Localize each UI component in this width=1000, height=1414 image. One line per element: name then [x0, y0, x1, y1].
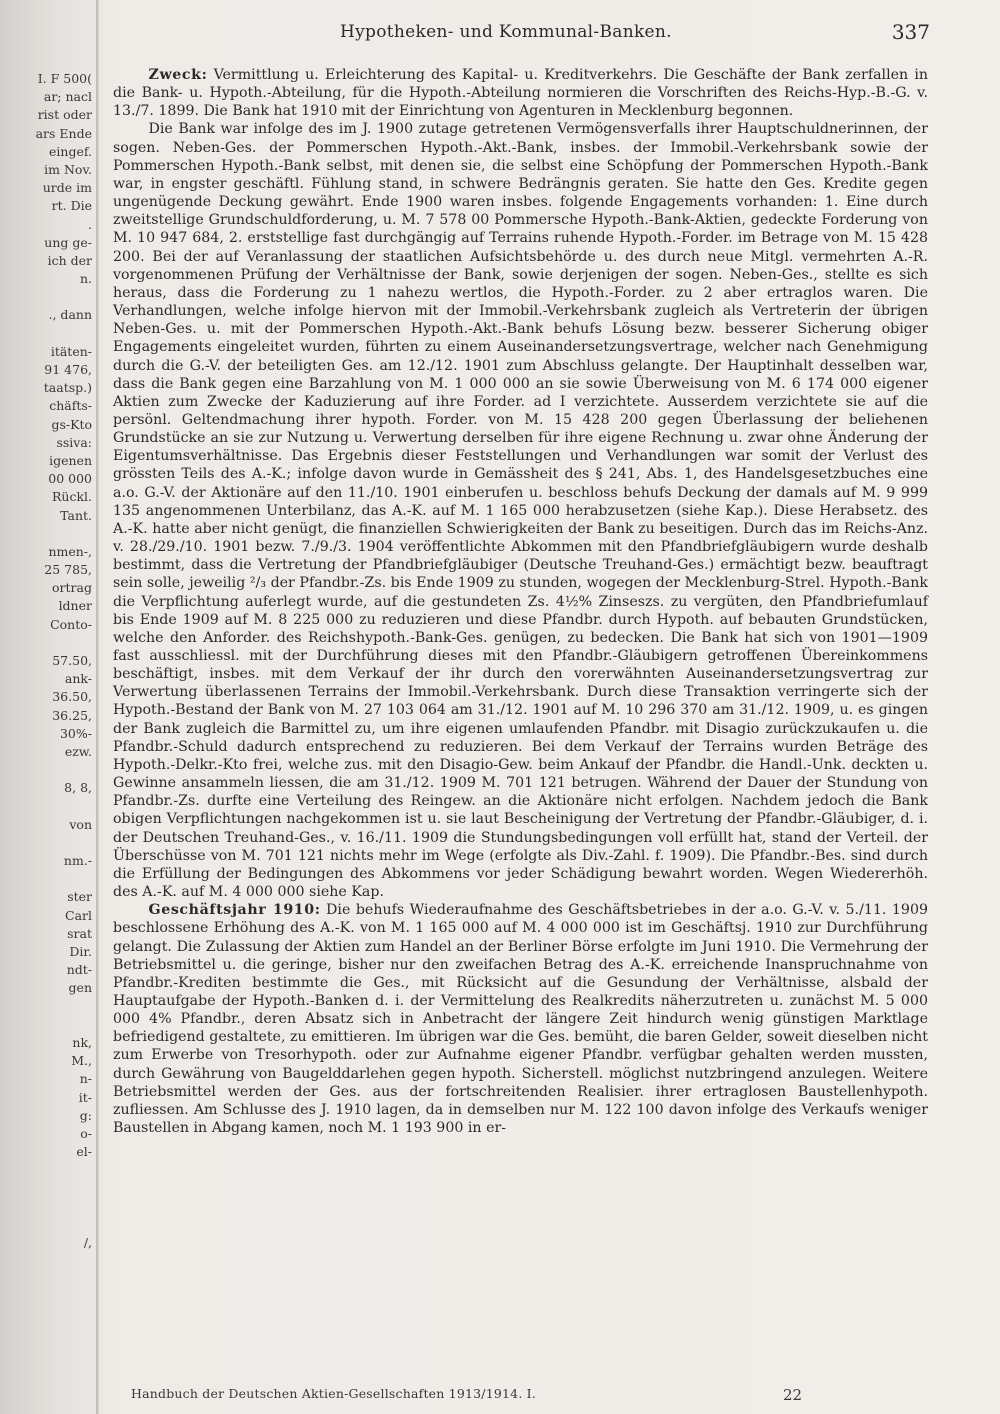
paragraph-history: [113, 120, 928, 901]
margin-fragment: ster: [67, 889, 92, 905]
adjacent-page-margin: [0, 70, 100, 1270]
margin-fragment: [0, 1216, 92, 1234]
margin-fragment: ldner: [58, 598, 92, 614]
margin-fragment: igenen: [49, 452, 92, 468]
margin-fragment: 57.50,: [52, 653, 92, 668]
paragraph-text: Die behufs Wiederaufnahme des Geschäftsbetriebes in der a.o. G.-V. v. 5./11. 1909 beschlossene Erhöhung des A.-K. von M. 1 165 000 auf M. 4 000 000 ist im Geschäftsj. 1910 zur Durchführung gelangt. Die Zulassung der Aktien zum Handel an der Berliner Börse erfolgte im Juni 1910. Die Vermehrung der Betriebsmittel u. die geringe, bisher nur den zweifachen Betrag des A.-K. erreichende Inanspruchnahme von Pfandbr.-Krediten bestimmte die Ges., mit Rücksicht auf die Gesundung der Verhältnisse, alsbald der Hauptaufgabe der Hypoth.-Banken d. i. der Vermittelung des Realkredits näherzutreten u. zunächst M. 5 000 000 4% Pfandbr., deren Absatz sich in Anbetracht der längere Zeit hindurch wenig günstigen Marktlage befriedigend gestaltete, zu emittieren. Im übrigen war die Ges. bemüht, die baren Gelder, soweit dieselben nicht zum Erwerbe von Tresorhypoth. oder zur Aufnahme eigener Pfandbr. verfügbar gehalten werden mussten, durch Gewährung von Baugelddarlehen gegen hypoth. Sicherstell. möglichst nutzbringend anzulegen. Weitere Betriebsmittel werden der Ges. aus der fortschreitenden Realisier. ihrer ertraglosen Baustellenhypoth. zufliessen. Am Schlusse des J. 1910 lagen, da in demselben nur M. 122 100 davon infolge des Verkaufs weniger Baustellen in Abgang kamen, noch M. 1 193 900 in er-: [113, 902, 928, 1137]
margin-fragment: 25 785,: [44, 562, 92, 578]
margin-fragment: eingef.: [49, 143, 92, 159]
margin-fragment: el-: [76, 1144, 92, 1160]
margin-fragment: [0, 870, 92, 888]
margin-fragment: chäfts-: [49, 398, 92, 414]
margin-fragment: ars Ende: [35, 125, 92, 141]
margin-fragment: rist oder: [37, 107, 92, 123]
margin-fragment: 91 476,: [44, 362, 92, 377]
margin-fragment: n.: [79, 271, 92, 287]
margin-fragment: taatsp.): [43, 380, 92, 396]
margin-fragment: g:: [79, 1107, 92, 1123]
paragraph-text: Vermittlung u. Erleichterung des Kapital- u. Kreditverkehrs. Die Geschäfte der Bank zerfallen in die Bank- u. Hypoth.-Abteilung, für die Hypoth.-Abteilung normieren die Vorschriften des Reichs-Hyp.-B.-G. v. 13./7. 1899. Die Bank hat 1910 mit der Einrichtung von Agenturen in Mecklenburg begonnen.: [113, 67, 928, 120]
margin-fragment: [0, 1198, 92, 1216]
margin-fragment: 00 000: [48, 471, 92, 487]
margin-fragment: ndt-: [66, 962, 92, 978]
margin-fragment: [0, 1179, 92, 1197]
margin-fragment: 30%-: [59, 725, 92, 741]
margin-fragment: n-: [79, 1071, 92, 1087]
margin-fragment: [0, 525, 92, 543]
margin-fragment: nk,: [72, 1034, 92, 1050]
margin-fragment: 8, 8,: [64, 780, 92, 796]
margin-fragment: [0, 761, 92, 779]
margin-fragment: [0, 998, 92, 1016]
margin-fragment: urde im: [42, 180, 92, 196]
page-footer: [113, 1386, 928, 1408]
margin-fragment: rt. Die: [51, 198, 92, 214]
margin-fragment: ar; nacl: [43, 89, 92, 105]
paragraph-lead: Zweck:: [148, 67, 208, 83]
margin-fragment: ank-: [64, 671, 92, 687]
margin-fragment: gen: [68, 980, 92, 996]
margin-fragment: ezw.: [64, 743, 92, 759]
margin-fragment: Carl: [65, 907, 92, 923]
margin-fragment: srat: [67, 925, 92, 941]
page-body: [113, 66, 928, 1137]
book-gutter-seam: [96, 0, 99, 1414]
paragraph-lead: Geschäftsjahr 1910:: [148, 902, 321, 919]
margin-fragment: gs-Kto: [51, 416, 92, 432]
margin-fragment: Conto-: [50, 616, 92, 632]
paragraph-geschaeftsjahr: [113, 901, 928, 1137]
page-header: [115, 20, 930, 50]
footer-signature: 22: [783, 1386, 803, 1404]
margin-fragment: Rückl.: [51, 489, 92, 505]
running-title: Hypotheken- und Kommunal-Banken.: [340, 22, 672, 42]
margin-fragment: 36.50,: [52, 689, 92, 705]
margin-fragment: it-: [78, 1089, 92, 1105]
margin-fragment: [0, 325, 92, 343]
margin-fragment: itäten-: [50, 343, 92, 359]
margin-fragment: [0, 834, 92, 852]
margin-fragment: ssiva:: [56, 434, 92, 450]
margin-fragment: von: [69, 816, 92, 832]
page-number: 337: [891, 20, 930, 44]
paragraph-zweck: [113, 66, 928, 120]
margin-fragment: Dir.: [69, 944, 92, 959]
margin-fragment: 36.25,: [52, 707, 92, 723]
margin-fragment: Tant.: [60, 507, 92, 523]
margin-fragment: [0, 798, 92, 816]
margin-fragment: nmen-,: [48, 543, 92, 559]
margin-fragment: [0, 1161, 92, 1179]
margin-fragment: ., dann: [48, 307, 92, 323]
margin-fragment: ich der: [47, 252, 92, 268]
margin-fragment: ortrag: [52, 580, 92, 596]
margin-fragment: [0, 288, 92, 306]
margin-fragment: ung ge-: [44, 234, 92, 250]
margin-fragment: o-: [80, 1125, 92, 1141]
margin-fragment: im Nov.: [44, 161, 92, 177]
margin-fragment: M.,: [71, 1053, 92, 1069]
margin-fragment: [0, 634, 92, 652]
margin-fragment: /,: [83, 1235, 92, 1250]
footer-source: Handbuch der Deutschen Aktien-Gesellschaften 1913/1914. I.: [131, 1386, 536, 1401]
margin-fragment: I. F 500(: [37, 71, 92, 86]
paragraph-text: Die Bank war infolge des im J. 1900 zutage getretenen Vermögensverfalls ihrer Hauptschuldnerinnen, der sogen. Neben-Ges. der Pommerschen Hypoth.-Akt.-Bank, insbes. der Immobil.-Verkehrsbank sowie der Pommerschen Hypoth.-Bank selbst, mit denen sie, die selbst eine Schöpfung der Pommerschen Hypoth.-Bank war, in engster geschäftl. Fühlung stand, in schwere Bedrängnis geraten. Sie hatte den Ges. Kredite gegen ungenügende Deckung gewährt. Ende 1900 waren insbes. folgende Engagements vorhanden: 1. Eine durch zweitstellige Grundschuldforderung, u. M. 7 578 00 Pommersche Hypoth.-Bank-Aktien, gedeckte Forderung von M. 10 947 684, 2. erststellige fast durchgängig auf Terrains ruhende Hypoth.-Forder. im Betrage von M. 15 428 200. Bei der auf Veranlassung der staatlichen Aufsichtsbehörde u. des durch neue Mitgl. vermehrten A.-R. vorgenommenen Prüfung der Verhältnisse der Bank, sowie derjenigen der sogen. Neben-Ges., stellte es sich heraus, dass die Forderung zu 1 nahezu wertlos, die Hypoth.-Forder. zu 2 aber ertraglos waren. Die Verhandlungen, welche infolge hiervon mit der Immobil.-Verkehrsbank zugleich als Vertreterin der übrigen Neben-Ges. u. mit der Pommerschen Hypoth.-Akt.-Bank behufs Lösung bezw. besserer Sicherung obiger Engagements eingeleitet wurden, führten zu einem Auseinandersetzungsvertrage, welcher nach Genehmigung durch die G.-V. der beteiligten Ges. am 12./12. 1901 zum Abschluss gelangte. Der Hauptinhalt desselben war, dass die Bank gegen eine Barzahlung von M. 1 000 000 an sie sowie Überweisung von M. 6 174 000 eigener Aktien zum Zwecke der Kaduzierung auf ihre Forder. ad I verzichtete. Ausserdem verzichtete sie auf die persönl. Geltendmachung ihrer hypoth. Forder. von M. 15 428 200 gegen Überlassung der beliehenen Grundstücke an sie zur Nutzung u. Verwertung derselben für ihre eigene Rechnung u. zwar ohne Änderung der Eigentumsverhältnisse. Das Ergebnis dieser Feststellungen und Verhandlungen war somit der Verlust des grössten Teils des A.-K.; infolge davon wurde in Gemässheit des § 241, Abs. 1, des Handelsgesetzbuches eine a.o. G.-V. der Aktionäre auf den 11./10. 1901 einberufen u. beschloss behufs Deckung der damals auf M. 9 999 135 angenommenen Unterbilanz, das A.-K. auf M. 1 165 000 herabzusetzen (siehe Kap.). Diese Herabsetz. des A.-K. hatte aber nicht genügt, die finanziellen Schwierigkeiten der Bank zu beseitigen. Durch das im Reichs-Anz. v. 28./29./10. 1901 bezw. 7./9./3. 1904 veröffentlichte Abkommen mit den Pfandbriefgläubigern wurde deshalb bestimmt, dass die Vertretung der Pfandbriefgläubiger (Deutsche Treuhand-Ges.) ermächtigt bezw. beauftragt sein solle, jeweilig ²/₃ der Pfandbr.-Zs. bis Ende 1909 zu stunden, wogegen der Mecklenburg-Strel. Hypoth.-Bank die Verpflichtung auferlegt wurde, auf die gestundeten Zs. 4½% Zinseszs. zu vergüten, den Pfandbriefumlauf bis Ende 1909 auf M. 8 225 000 zu reduzieren und diese Pfandbr. durch Hypoth. auf bebauten Grundstücken, welche den Anforder. des Reichshypoth.-Bank-Ges. genügen, zu bedecken. Die Bank hat sich von 1901—1909 fast ausschliessl. mit der Durchführung dieses mit den Pfandbr.-Gläubigern getroffenen Übereinkommens beschäftigt, insbes. mit dem Verkauf der ihr durch den vorerwähnten Auseinandersetzungsvertrag zur Verwertung überlassenen Terrains der Immobil.-Verkehrsbank. Durch diese Transaktion verringerte sich der Hypoth.-Bestand der Bank von M. 27 103 064 am 31./12. 1901 auf M. 10 296 370 am 31./12. 1909, u. es gingen der Bank zugleich die Barmittel zu, um ihre eigenen umlaufenden Pfandbr. mit Disagio zurückzukaufen u. die Pfandbr.-Schuld dadurch entsprechend zu reduzieren. Bei dem Verkauf der Terrains wurden Beträge des Hypoth.-Delkr.-Kto frei, welche zus. mit den Disagio-Gew. beim Ankauf der Pfandbr. die Handl.-Unk. deckten u. Gewinne ansammeln liessen, die am 31./12. 1909 M. 701 121 betrugen. Während der Dauer der Stundung von Pfandbr.-Zs. durfte eine Verteilung des Reingew. an die Aktionäre nicht erfolgen. Nachdem jedoch die Bank obigen Verpflichtungen nachgekommen ist u. sie laut Bescheinigung der Vertretung der Pfandbr.-Gläubiger, d. i. der Deutschen Treuhand-Ges., v. 16./11. 1909 die Stundungsbedingungen voll erfüllt hat, stand der Verteil. der Überschüsse von M. 701 121 nichts mehr im Wege (erfolgte als Div.-Zahl. f. 1909). Die Pfandbr.-Bes. sind durch die Erfüllung der Bedingungen des Abkommens vor jeder Schädigung bewahrt worden. Wegen Wiedererhöh. des A.-K. auf M. 4 000 000 siehe Kap.: [113, 121, 928, 901]
margin-fragment: .: [88, 216, 92, 232]
margin-fragment: [0, 1016, 92, 1034]
margin-fragment: nm.-: [63, 853, 92, 869]
